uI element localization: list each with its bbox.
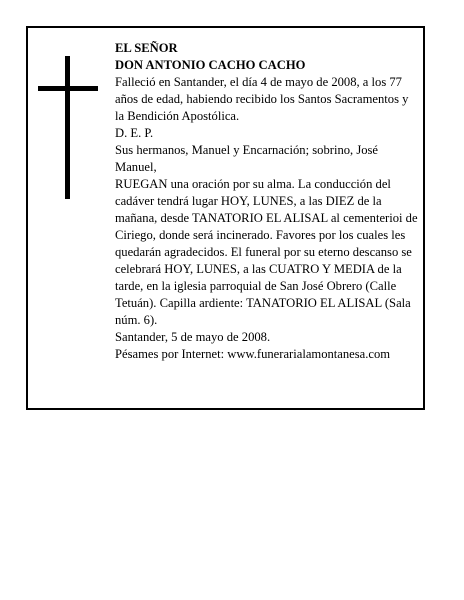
cross-horizontal-bar	[38, 86, 98, 91]
funeral-details: RUEGAN una oración por su alma. La conducción del cadáver tendrá lugar HOY, LUNES, a las DIEZ de la mañana, desde TANATORIO EL ALISAL al cementerioi de Ciriego, donde será incinerado. Favores por los cuales les quedarán agradecidos. El funeral por su eterno descanso se celebrará HOY, LUNES, a las CUATRO Y MEDIA de la tarde, en la iglesia parroquial de San José Obrero (Calle Tetuán). Capilla ardiente: TANATORIO EL ALISAL (Sala núm. 6).	[115, 177, 418, 327]
latin-cross-icon	[38, 56, 98, 199]
dep-abbreviation: D. E. P.	[115, 126, 154, 140]
place-date: Santander, 5 de mayo de 2008.	[115, 330, 271, 344]
condolences-website: Pésames por Internet: www.funerarialamontanesa.com	[115, 347, 391, 361]
death-announcement: Falleció en Santander, el día 4 de mayo de 2008, a los 77 años de edad, habiendo recibido los Santos Sacramentos y la Bendición Apostólica.	[115, 75, 409, 123]
family-members: Sus hermanos, Manuel y Encarnación; sobrino, José Manuel,	[115, 143, 379, 174]
deceased-name: DON ANTONIO CACHO CACHO	[115, 58, 306, 72]
title-line-1: EL SEÑOR	[115, 41, 178, 55]
obituary-text	[115, 40, 420, 363]
obituary-notice	[26, 26, 425, 410]
cross-vertical-bar	[65, 56, 70, 199]
